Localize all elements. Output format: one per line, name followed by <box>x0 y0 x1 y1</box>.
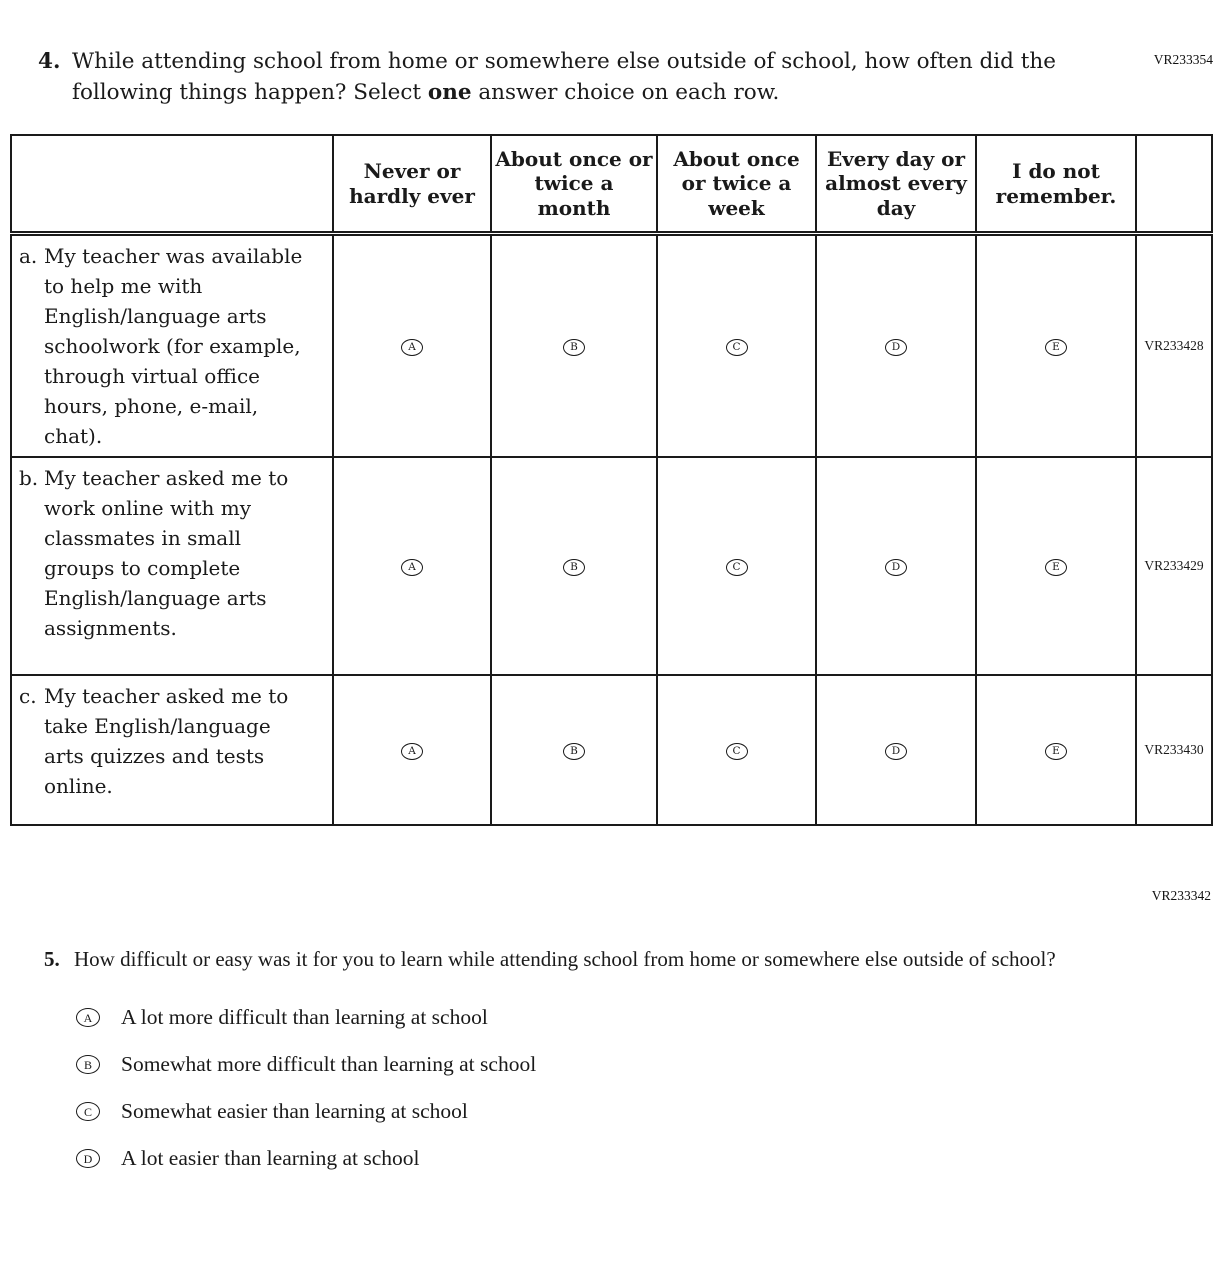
option-cell <box>657 457 816 675</box>
table-row-c <box>11 675 1212 825</box>
q5-bubble-A[interactable]: A <box>76 1008 100 1027</box>
column-header-once-twice-week: About once or twice a week <box>657 135 816 233</box>
q4b-bubble-A[interactable]: A <box>401 559 423 576</box>
question-4-bold-word: one <box>427 80 472 106</box>
column-header-once-twice-month: About once or twice a month <box>491 135 657 233</box>
table-row-b <box>11 457 1212 675</box>
statement-a <box>12 241 332 451</box>
statement-b <box>12 463 332 643</box>
q5-option-d <box>76 1143 1229 1174</box>
option-cell <box>976 233 1136 457</box>
q4c-bubble-E[interactable]: E <box>1045 743 1067 760</box>
q4b-bubble-B[interactable]: B <box>563 559 585 576</box>
q5-option-d-label: A lot easier than learning at school <box>121 1146 420 1171</box>
table-header-row <box>11 135 1212 233</box>
row-code-b: VR233429 <box>1136 457 1212 675</box>
q5-option-b <box>76 1049 1229 1080</box>
row-code-a: VR233428 <box>1136 233 1212 457</box>
option-cell <box>491 233 657 457</box>
question-4 <box>38 46 1229 108</box>
statement-cell-c <box>11 675 333 825</box>
row-code-c: VR233430 <box>1136 675 1212 825</box>
q5-option-b-label: Somewhat more difficult than learning at school <box>121 1052 537 1077</box>
q5-option-c-label: Somewhat easier than learning at school <box>121 1099 468 1124</box>
option-cell <box>816 675 976 825</box>
form-code-top: VR233354 <box>1153 52 1213 67</box>
option-cell <box>976 675 1136 825</box>
table-row-a <box>11 233 1212 457</box>
column-header-never: Never or hardly ever <box>333 135 491 233</box>
statement-text-c: My teacher asked me to take English/language arts quizzes and tests online. <box>44 683 289 798</box>
option-cell <box>491 457 657 675</box>
q5-bubble-C[interactable]: C <box>76 1102 100 1121</box>
q5-option-a <box>76 1002 1229 1033</box>
q4c-bubble-A[interactable]: A <box>401 743 423 760</box>
option-cell <box>816 233 976 457</box>
question-5 <box>44 944 1229 974</box>
option-cell <box>657 233 816 457</box>
q5-bubble-B[interactable]: B <box>76 1055 100 1074</box>
q5-option-a-label: A lot more difficult than learning at school <box>121 1005 488 1030</box>
row-letter-a: a. <box>19 243 38 268</box>
option-cell <box>333 457 491 675</box>
column-header-every-day: Every day or almost every day <box>816 135 976 233</box>
q4c-bubble-C[interactable]: C <box>726 743 748 760</box>
q4b-bubble-C[interactable]: C <box>726 559 748 576</box>
statement-cell-b <box>11 457 333 675</box>
option-cell <box>333 675 491 825</box>
header-stub-cell <box>11 135 333 233</box>
q4a-bubble-C[interactable]: C <box>726 339 748 356</box>
statement-cell-a <box>11 233 333 457</box>
q4c-bubble-B[interactable]: B <box>563 743 585 760</box>
option-cell <box>491 675 657 825</box>
q4a-bubble-A[interactable]: A <box>401 339 423 356</box>
question-4-text <box>72 46 1117 108</box>
q4b-bubble-D[interactable]: D <box>885 559 907 576</box>
question-5-number: 5. <box>44 946 60 971</box>
column-header-do-not-remember: I do not remember. <box>976 135 1136 233</box>
statement-text-b: My teacher asked me to work online with my classmates in small groups to complete English/language arts assignments. <box>44 465 289 640</box>
q4b-bubble-E[interactable]: E <box>1045 559 1067 576</box>
header-code-cell <box>1136 135 1212 233</box>
q5-option-c <box>76 1096 1229 1127</box>
question-4-number: 4. <box>38 49 61 74</box>
q4a-bubble-E[interactable]: E <box>1045 339 1067 356</box>
question-5-options <box>76 1002 1229 1174</box>
q5-bubble-D[interactable]: D <box>76 1149 100 1168</box>
option-cell <box>333 233 491 457</box>
statement-text-a: My teacher was available to help me with English/language arts schoolwork (for example, through virtual office hours, phone, e-mail, chat). <box>44 243 303 448</box>
q4a-bubble-B[interactable]: B <box>563 339 585 356</box>
question-4-matrix-table <box>10 134 1213 826</box>
form-code-middle: VR233342 <box>1151 887 1211 903</box>
question-5-text: How difficult or easy was it for you to learn while attending school from home or somewhere else outside of school? <box>74 946 1056 971</box>
question-4-text-part1: While attending school from home or somewhere else outside of school, how often did the following things happen? Select <box>72 49 1056 106</box>
option-cell <box>816 457 976 675</box>
row-letter-b: b. <box>19 465 39 490</box>
q4a-bubble-D[interactable]: D <box>885 339 907 356</box>
statement-c <box>12 681 332 801</box>
question-4-text-part2: answer choice on each row. <box>471 80 780 106</box>
q4c-bubble-D[interactable]: D <box>885 743 907 760</box>
option-cell <box>976 457 1136 675</box>
option-cell <box>657 675 816 825</box>
row-letter-c: c. <box>19 683 37 708</box>
